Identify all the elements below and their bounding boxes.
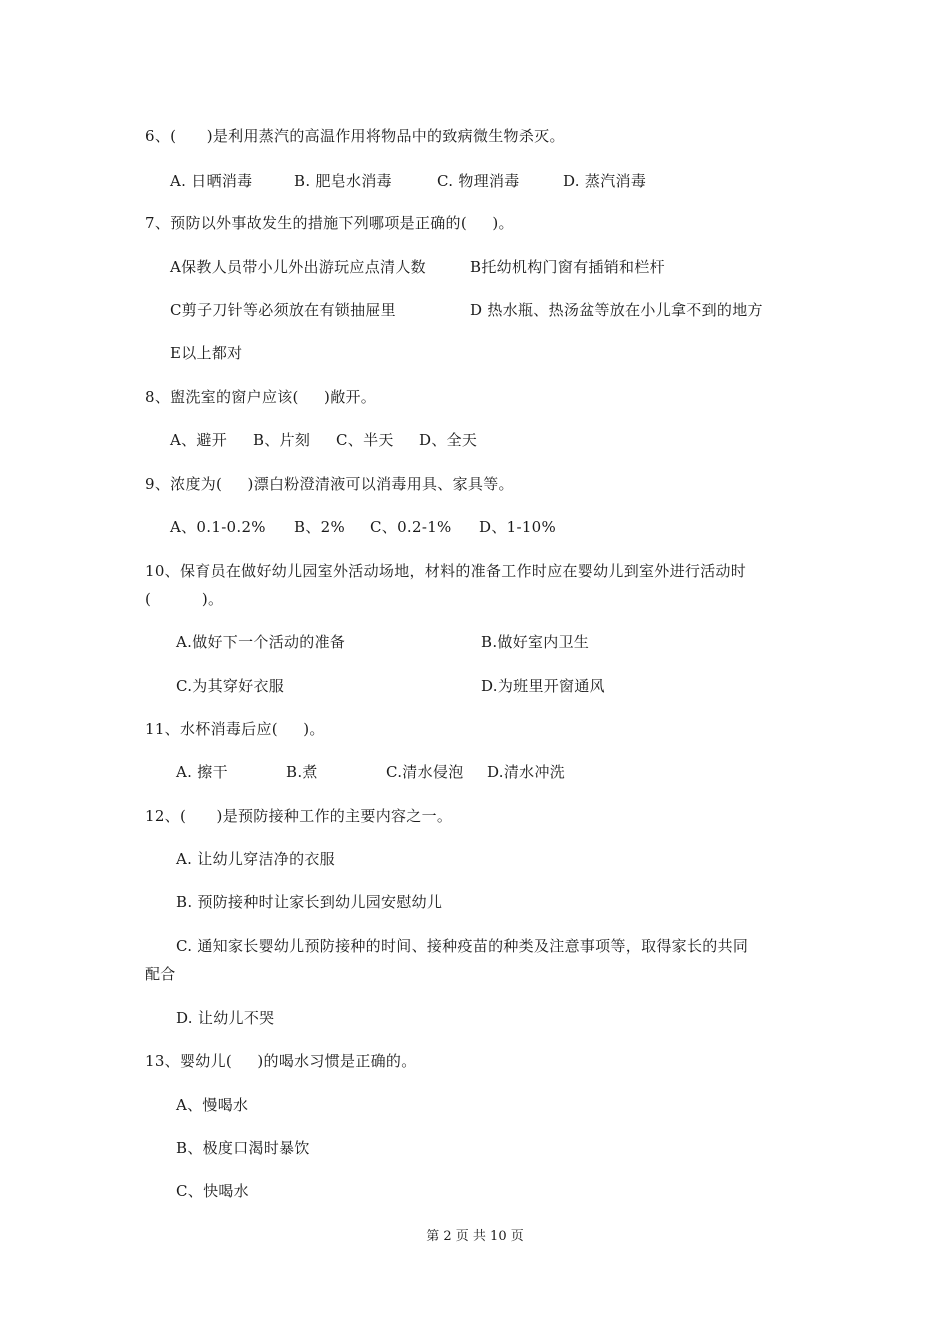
question-7-option-a: A保教人员带小儿外出游玩应点清人数: [170, 258, 426, 276]
question-12-option-b: B. 预防接种时让家长到幼儿园安慰幼儿: [176, 893, 443, 911]
question-9-option-a: A、0.1-0.2%: [170, 518, 266, 536]
question-11-stem: 11、水杯消毒后应( )。: [145, 720, 325, 738]
question-9-stem: 9、浓度为( )漂白粉澄清液可以消毒用具、家具等。: [145, 475, 514, 493]
question-10-stem-continuation: ( )。: [145, 590, 224, 608]
question-6-stem: 6、( )是利用蒸汽的高温作用将物品中的致病微生物杀灭。: [145, 127, 565, 145]
question-12-option-a: A. 让幼儿穿洁净的衣服: [176, 850, 335, 868]
question-13-option-a: A、慢喝水: [176, 1096, 249, 1114]
question-10-stem: 10、保育员在做好幼儿园室外活动场地，材料的准备工作时应在婴幼儿到室外进行活动时: [145, 562, 747, 580]
question-10-option-a: A.做好下一个活动的准备: [176, 633, 346, 651]
question-13-option-b: B、极度口渴时暴饮: [176, 1139, 310, 1157]
question-11-option-d: D.清水冲洗: [487, 763, 566, 781]
question-6-option-c: C. 物理消毒: [437, 172, 520, 190]
question-8-option-b: B、片刻: [253, 431, 311, 449]
question-12-option-c: C. 通知家长婴幼儿预防接种的时间、接种疫苗的种类及注意事项等，取得家长的共同: [176, 937, 749, 955]
question-8-option-c: C、半天: [336, 431, 394, 449]
question-12-option-d: D. 让幼儿不哭: [176, 1009, 275, 1027]
question-6-option-b: B. 肥皂水消毒: [294, 172, 392, 190]
question-10-option-d: D.为班里开窗通风: [481, 677, 605, 695]
question-6-option-a: A. 日晒消毒: [170, 172, 253, 190]
question-13-stem: 13、婴幼儿( )的喝水习惯是正确的。: [145, 1052, 417, 1070]
question-9-option-b: B、2%: [294, 518, 346, 536]
question-8-option-a: A、避开: [170, 431, 228, 449]
question-12-stem: 12、( )是预防接种工作的主要内容之一。: [145, 807, 453, 825]
question-8-stem: 8、盥洗室的窗户应该( )敞开。: [145, 388, 377, 406]
question-9-option-c: C、0.2-1%: [370, 518, 452, 536]
question-6-option-d: D. 蒸汽消毒: [563, 172, 647, 190]
question-8-option-d: D、全天: [419, 431, 478, 449]
question-7-stem: 7、预防以外事故发生的措施下列哪项是正确的( )。: [145, 214, 514, 232]
question-10-option-c: C.为其穿好衣服: [176, 677, 285, 695]
question-9-option-d: D、1-10%: [479, 518, 557, 536]
question-7-option-e: E以上都对: [170, 344, 243, 362]
question-7-option-d: D 热水瓶、热汤盆等放在小儿拿不到的地方: [470, 301, 763, 319]
question-12-option-c-continuation: 配合: [145, 965, 176, 983]
question-11-option-c: C.清水侵泡: [386, 763, 464, 781]
question-11-option-b: B.煮: [286, 763, 318, 781]
page-number-footer: 第 2 页 共 10 页: [426, 1229, 524, 1244]
question-13-option-c: C、快喝水: [176, 1182, 249, 1200]
question-7-option-b: B托幼机构门窗有插销和栏杆: [470, 258, 665, 276]
question-10-option-b: B.做好室内卫生: [481, 633, 590, 651]
question-11-option-a: A. 擦干: [176, 763, 228, 781]
question-7-option-c: C剪子刀针等必须放在有锁抽屉里: [170, 301, 396, 319]
